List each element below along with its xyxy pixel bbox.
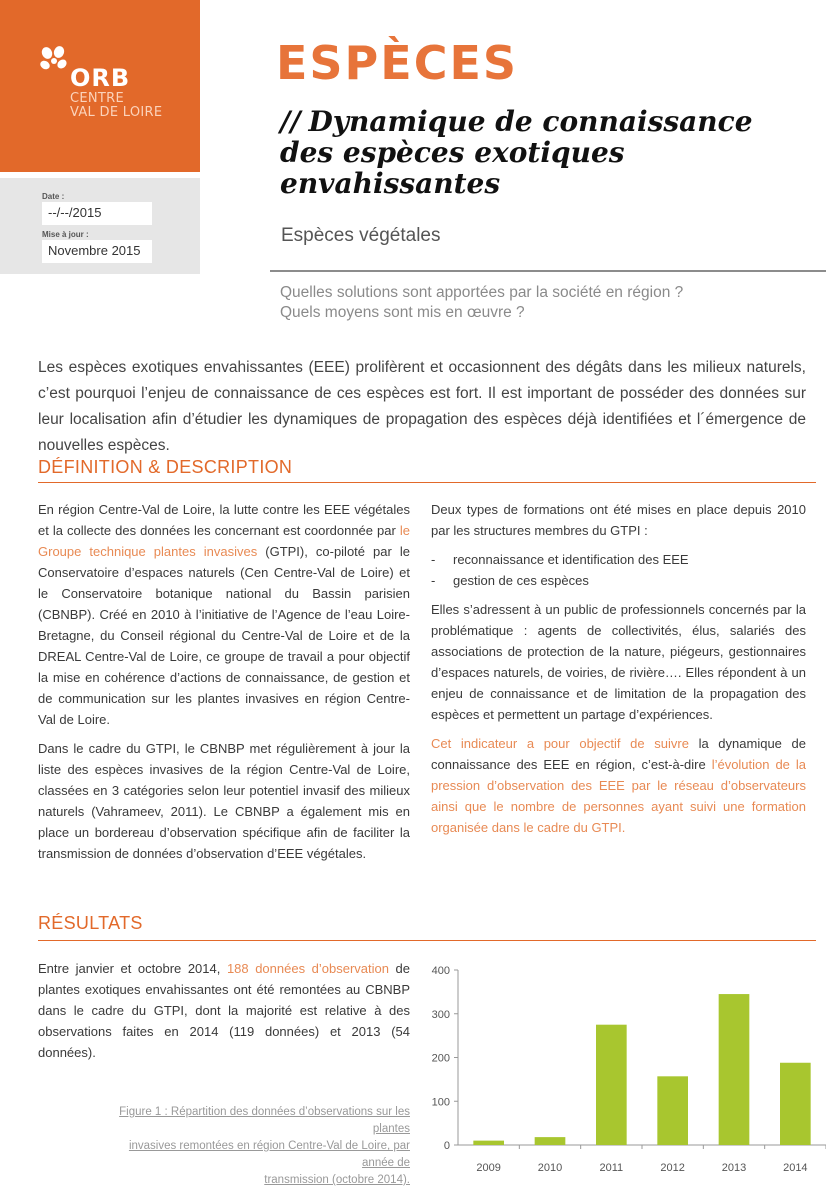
results-title: RÉSULTATS bbox=[38, 913, 143, 933]
date-block bbox=[0, 178, 200, 274]
subtitle-line-1: Dynamique de connaissance bbox=[308, 105, 753, 138]
subtitle-line-3: envahissantes bbox=[280, 167, 501, 200]
x-tick-label: 2012 bbox=[660, 1162, 685, 1174]
logo-block bbox=[0, 0, 200, 172]
definition-paragraph-1 bbox=[38, 499, 410, 730]
logo-brand: ORB bbox=[70, 64, 131, 92]
question-1: Quelles solutions sont apportées par la société en région ? bbox=[280, 284, 684, 301]
definition-divider bbox=[38, 482, 816, 483]
results-paragraph bbox=[38, 958, 410, 1071]
formations-list bbox=[431, 549, 806, 591]
bar-2010 bbox=[535, 1137, 566, 1145]
bar-2012 bbox=[657, 1076, 688, 1145]
evolution-link[interactable]: l’évolution de la pression d’observation des EEE par le réseau d’observateurs ainsi que le nombre de personnes ayant suivi une formation organisée dans le cadre du GTPI. bbox=[431, 757, 806, 835]
list-item: - gestion de ces espèces bbox=[431, 570, 806, 591]
gtpi-link[interactable]: le Groupe technique plantes invasives bbox=[38, 523, 410, 559]
y-tick-label: 400 bbox=[431, 965, 450, 977]
bar-2013 bbox=[719, 994, 750, 1145]
update-value: Novembre 2015 bbox=[42, 240, 152, 263]
bar-2011 bbox=[596, 1025, 627, 1145]
figure-caption[interactable] bbox=[100, 1104, 410, 1189]
logo-line-1: CENTRE bbox=[70, 91, 125, 106]
indicator-paragraph bbox=[431, 733, 806, 838]
date-value: --/--/2015 bbox=[42, 202, 152, 225]
logo-line-2: VAL DE LOIRE bbox=[70, 105, 163, 120]
question-2: Quels moyens sont mis en œuvre ? bbox=[280, 304, 525, 321]
observations-link[interactable]: 188 données d’observation bbox=[226, 961, 389, 976]
caption-line-2: invasives remontées en région Centre-Val de Loire, par année de bbox=[128, 1140, 410, 1169]
y-tick-label: 100 bbox=[431, 1096, 450, 1109]
definition-p1-text-b: (GTPI), co-piloté par le Conservatoire d’espaces naturels (Cen Centre-Val de Loire) et le Conservatoire botanique national du Bassin parisien (CBNBP). Créé en 2010 à l’initiative de l’Agence de l’eau Loire-Bretagne, du Conseil régional du Centre-Val de Loire et de la DREAL Centre-Val de Loire, ce groupe de travail a pour objectif la mise en cohérence d’actions de connaissance, de gestion et de communication sur les plantes invasives en région Centre-Val de Loire. bbox=[38, 544, 410, 727]
species-category: Espèces végétales bbox=[281, 225, 441, 246]
observations-bar-chart bbox=[422, 958, 826, 1180]
x-tick-label: 2010 bbox=[537, 1162, 563, 1174]
subtitle-mark: // bbox=[280, 105, 301, 138]
formations-audience: Elles s’adressent à un public de professionnels concernés par la problématique : agents de collectivités, élus, salariés des associations de protection de la nature, piégeurs, gestionnaires d’espaces naturels, de voiries, de rivière…. Elles répondent à un enjeu de connaissance et de limitation de la propagation des espèces et permettent un partage d’expériences. bbox=[431, 602, 806, 722]
x-tick-label: 2009 bbox=[476, 1162, 501, 1174]
y-tick-label: 300 bbox=[431, 1008, 450, 1021]
results-text-b: de plantes exotiques envahissantes ont été remontées au CBNBP dans le cadre du GTPI, dont la majorité est relative à des observations faites en 2014 (119 données) et 2013 (54 données). bbox=[38, 961, 410, 1060]
definition-title: DÉFINITION & DESCRIPTION bbox=[38, 457, 293, 477]
definition-p1-text-a: En région Centre-Val de Loire, la lutte contre les EEE végétales et la collecte des données les concernant est coordonnée par bbox=[38, 502, 410, 538]
x-tick-label: 2014 bbox=[783, 1162, 808, 1174]
x-tick-label: 2011 bbox=[599, 1162, 624, 1174]
definition-left-column bbox=[38, 499, 410, 872]
results-divider bbox=[38, 940, 816, 941]
y-tick-label: 0 bbox=[443, 1140, 450, 1152]
list-item: - reconnaissance et identification des EEE bbox=[431, 549, 806, 570]
page-subtitle bbox=[280, 106, 820, 199]
page-title: ESPÈCES bbox=[276, 36, 519, 90]
definition-right-column bbox=[431, 499, 806, 846]
definition-paragraph-2: Dans le cadre du GTPI, le CBNBP met régulièrement à jour la liste des espèces invasives de la région Centre-Val de Loire, classées en 3 catégories selon leur potentiel invasif des milieux naturels (Vahrameev, 2011). Le CBNBP a également mis en place un bordereau d’observation spécifique afin de faciliter la transmission de données d’observation d’EEE végétales. bbox=[38, 741, 410, 861]
update-label: Mise à jour : bbox=[42, 230, 89, 239]
logo-subtitle bbox=[70, 92, 162, 120]
x-tick-label: 2013 bbox=[721, 1162, 747, 1174]
flower-logo-icon bbox=[38, 46, 72, 74]
y-tick-label: 200 bbox=[431, 1052, 450, 1065]
caption-line-1: Figure 1 : Répartition des données d’observations sur les plantes bbox=[119, 1106, 410, 1135]
formations-intro: Deux types de formations ont été mises en place depuis 2010 par les structures membres du GTPI : bbox=[431, 502, 806, 538]
intro-paragraph: Les espèces exotiques envahissantes (EEE) prolifèrent et occasionnent des dégâts dans les milieux naturels, c’est pourquoi l’enjeu de connaissance de ces espèces est fort. Il est important de posséder des données sur leur localisation afin d’étudier les dynamiques de propagation des espèces déjà identifiées et l´émergence de nouvelles espèces. bbox=[38, 359, 806, 454]
bar-2014 bbox=[780, 1063, 811, 1145]
indicator-link[interactable]: Cet indicateur a pour objectif de suivre bbox=[431, 736, 689, 751]
header-divider bbox=[270, 270, 826, 272]
bar-2009 bbox=[473, 1141, 504, 1145]
results-text-a: Entre janvier et octobre 2014, bbox=[38, 961, 227, 976]
caption-line-3: transmission (octobre 2014). bbox=[264, 1174, 410, 1186]
indicator-text: la dynamique de connaissance des EEE en région, c’est-à-dire bbox=[431, 736, 806, 772]
subtitle-line-2: des espèces exotiques bbox=[280, 136, 625, 169]
date-label: Date : bbox=[42, 192, 65, 201]
